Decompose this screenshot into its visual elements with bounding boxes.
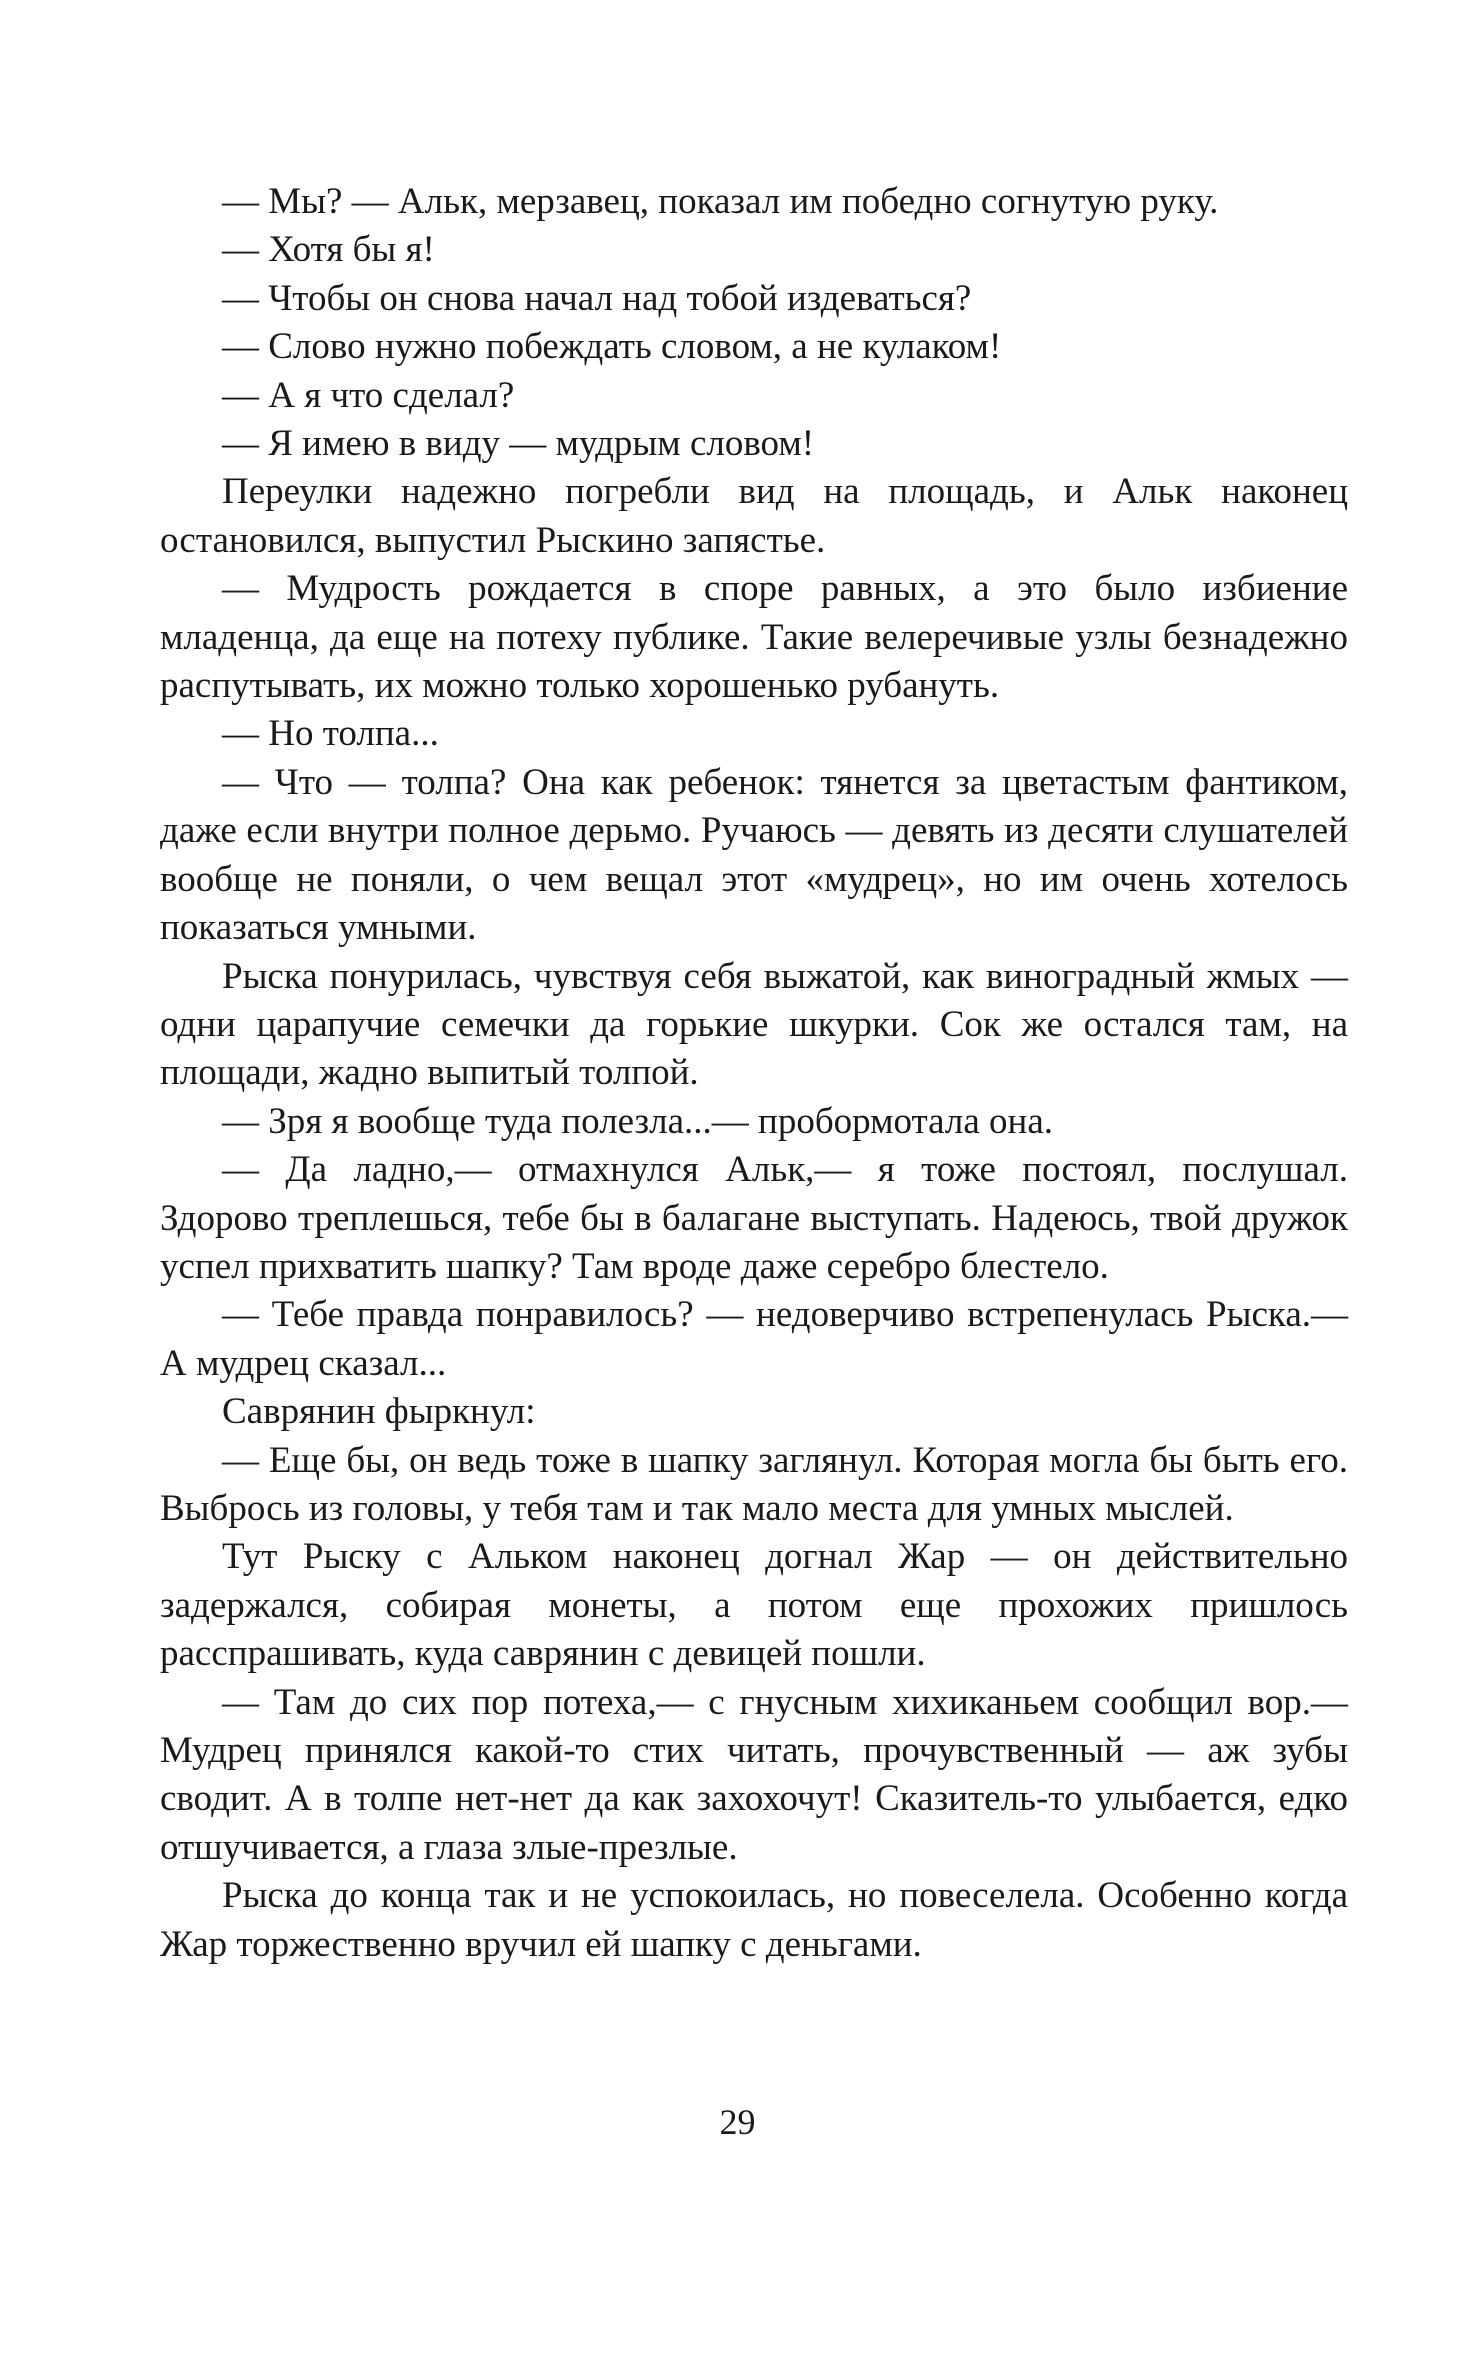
paragraph: — Что — толпа? Она как ребенок: тянется за цветастым фантиком, даже если внутри полное дерьмо. Ручаюсь — девять из десяти слушателей вообще не поняли, о чем вещал этот «мудрец», но им очень хотелось показаться умными. [160, 761, 1348, 949]
paragraph: Переулки надежно погребли вид на площадь, и Альк наконец остановился, выпустил Рыскино запястье. [160, 471, 1348, 561]
paragraph: — Там до сих пор потеха,— с гнусным хихиканьем сообщил вор.— Мудрец принялся какой-то стих читать, прочувственный — аж зубы сводит. А в толпе нет-нет да как захохочут! Сказитель-то улыбается, едко отшучивается, а глаза злые-презлые. [160, 1681, 1348, 1868]
paragraph: — Мы? — Альк, мерзавец, показал им победно согнутую руку. [222, 181, 1219, 222]
paragraph: — Чтобы он снова начал над тобой издеваться? [222, 277, 972, 319]
paragraph: Рыска понурилась, чувствуя себя выжатой, как виноградный жмых — одни царапучие семечки да горькие шкурки. Сок же остался там, на площади, жадно выпитый толпой. [160, 955, 1348, 1094]
paragraph: — Хотя бы я! [222, 229, 435, 271]
page-body [160, 178, 1348, 1969]
paragraph: Рыска до конца так и не успокоилась, но повеселела. Особенно когда Жар торжественно вручил ей шапку с деньгами. [160, 1875, 1348, 1965]
paragraph: — Но толпа... [222, 713, 439, 755]
paragraph: — Я имею в виду — мудрым словом! [222, 423, 815, 465]
paragraph: — Тебе правда понравилось? — недоверчиво встрепенулась Рыска.— А мудрец сказал... [160, 1294, 1348, 1384]
paragraph: — Еще бы, он ведь тоже в шапку заглянул. Которая могла бы быть его. Выбрось из головы, у тебя там и так мало места для умных мыслей. [160, 1439, 1348, 1529]
paragraph: Саврянин фыркнул: [222, 1391, 536, 1433]
paragraph: — Слово нужно побеждать словом, а не кулаком! [222, 326, 1002, 368]
paragraph: — А я что сделал? [222, 374, 515, 416]
paragraph: — Да ладно,— отмахнулся Альк,— я тоже постоял, послушал. Здорово треплешься, тебе бы в балагане выступать. Надеюсь, твой дружок успел прихватить шапку? Там вроде даже серебро блестело. [160, 1149, 1348, 1287]
paragraph: — Зря я вообще туда полезла...— пробормотала она. [222, 1100, 1054, 1142]
paragraph: — Мудрость рождается в споре равных, а это было избиение младенца, да еще на потеху публике. Такие велеречивые узлы безнадежно распутывать, их можно только хорошенько рубануть. [160, 568, 1348, 707]
page-number: 29 [719, 2102, 756, 2142]
paragraph: Тут Рыску с Альком наконец догнал Жар — он действительно задержался, собирая монеты, а потом еще прохожих пришлось расспрашивать, куда саврянин с девицей пошли. [160, 1536, 1348, 1675]
